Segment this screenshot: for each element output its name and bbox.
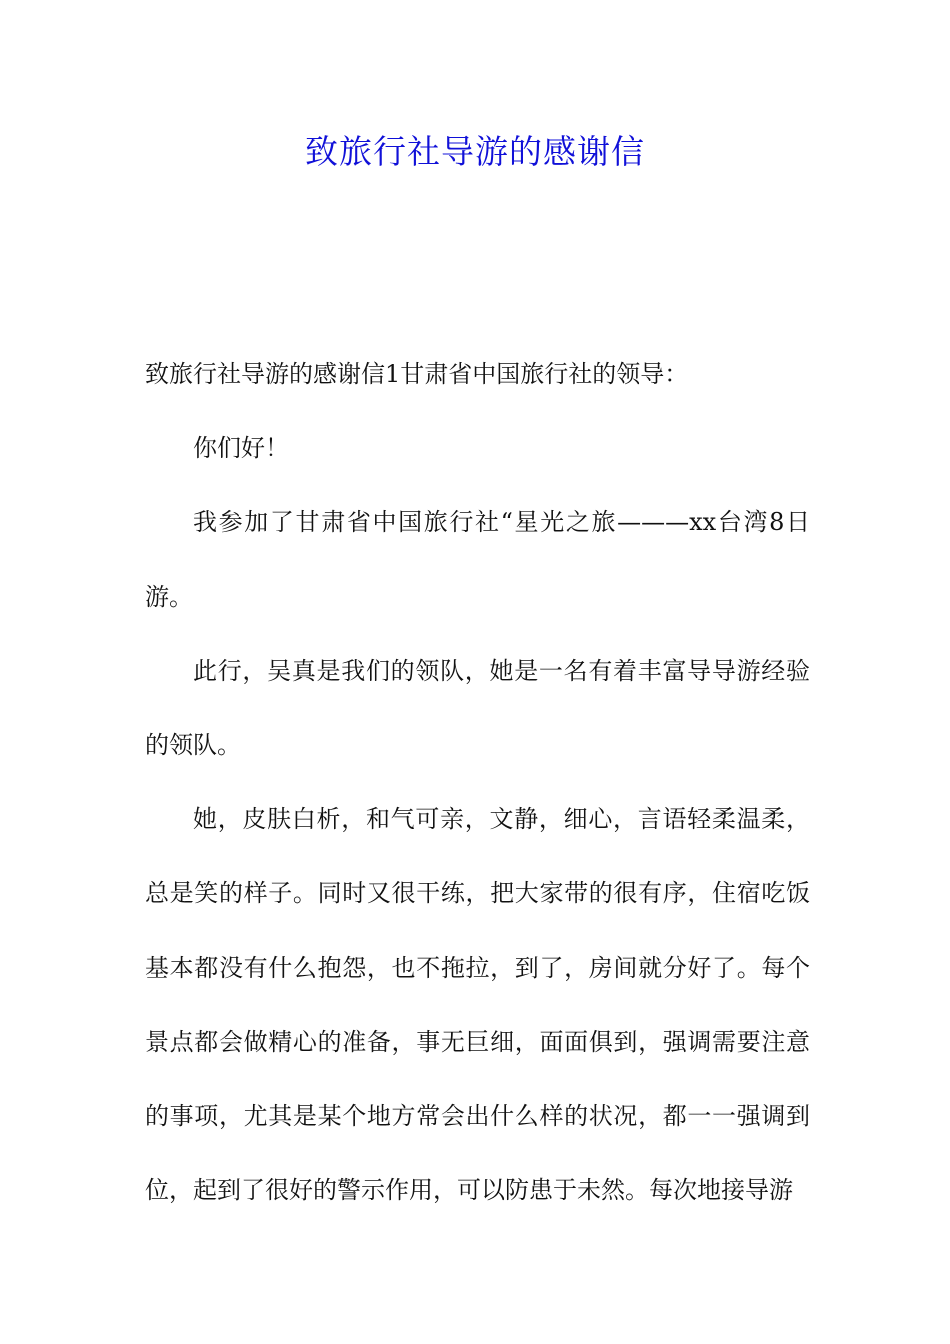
salutation-paragraph: 致旅行社导游的感谢信1甘肃省中国旅行社的领导： <box>145 360 689 388</box>
document-title: 致旅行社导游的感谢信 <box>305 132 645 171</box>
body-paragraph: 此行，吴真是我们的领队，她是一名有着丰富导导游经验的领队。 <box>145 656 810 760</box>
document-body <box>145 337 810 1227</box>
body-paragraph: 我参加了甘肃省中国旅行社“星光之旅———xx台湾8日游。 <box>145 508 810 611</box>
greeting-paragraph: 你们好！ <box>193 434 289 463</box>
body-paragraph: 她，皮肤白析，和气可亲，文静，细心，言语轻柔温柔，总是笑的样子。同时又很干练，把大家带的很有序，住宿吃饭基本都没有什么抱怨，也不拖拉，到了，房间就分好了。每个景点都会做精心的准备，事无巨细，面面俱到，强调需要注意的事项，尤其是某个地方常会出什么样的状况，都一一强调到位，起到了很好的警示作用，可以防患于未然。每次地接导游 <box>145 805 810 1205</box>
